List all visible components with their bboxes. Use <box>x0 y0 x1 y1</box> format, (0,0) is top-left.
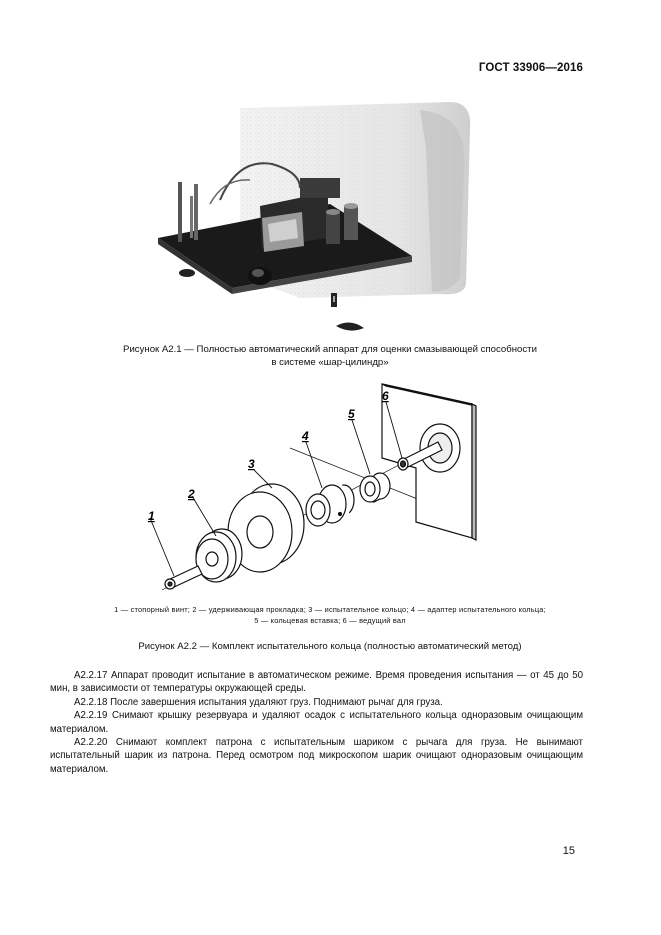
part-label-1: 1 <box>148 509 155 523</box>
page-number: 15 <box>562 845 575 857</box>
part-label-5: 5 <box>348 407 355 421</box>
part-label-4: 4 <box>302 429 309 443</box>
paragraph-a2-2-18: А2.2.18 После завершения испытания удаляют груз. Поднимают рычаг для груза. <box>74 696 443 708</box>
part-label-6: 6 <box>382 389 389 403</box>
ring-assembly-drawing <box>120 378 500 600</box>
legend-line2: 5 — кольцевая вставка; 6 — ведущий вал <box>254 616 406 625</box>
figure-a2-1-caption-line1: Рисунок А2.1 — Полностью автоматический аппарат для оценки смазывающей способности <box>123 344 537 355</box>
paragraph-a2-2-17: А2.2.17 Аппарат проводит испытание в автоматическом режиме. Время проведения испытания — от 45 до 50 мин, в зависимости от температуры окружающей среды. <box>50 670 583 695</box>
figure-a2-2-legend <box>40 604 620 626</box>
figure-a2-2-caption: Рисунок А2.2 — Комплект испытательного кольца (полностью автоматический метод) <box>138 641 522 652</box>
apparatus-photo <box>150 88 490 344</box>
paragraph-a2-2-20: А2.2.20 Снимают комплект патрона с испытательным шариком с рычага для груза. Не вынимают испытательный шарик из патрона. Перед осмотром под микроскопом шарик очищают одноразовым очищающим материалом. <box>50 737 583 775</box>
standard-header: ГОСТ 33906—2016 <box>478 62 583 74</box>
paragraph-a2-2-19: А2.2.19 Снимают крышку резервуара и удаляют осадок с испытательного кольца одноразовым очищающим материалом. <box>50 710 583 735</box>
figure-a2-1-caption <box>60 343 600 369</box>
body-text <box>50 669 583 776</box>
part-label-3: 3 <box>248 457 255 471</box>
figure-a2-1-caption-line2: в системе «шар-цилиндр» <box>271 357 389 368</box>
part-label-2: 2 <box>188 487 195 501</box>
legend-line1: 1 — стопорный винт; 2 — удерживающая прокладка; 3 — испытательное кольцо; 4 — адаптер испытательного кольца; <box>114 605 546 614</box>
